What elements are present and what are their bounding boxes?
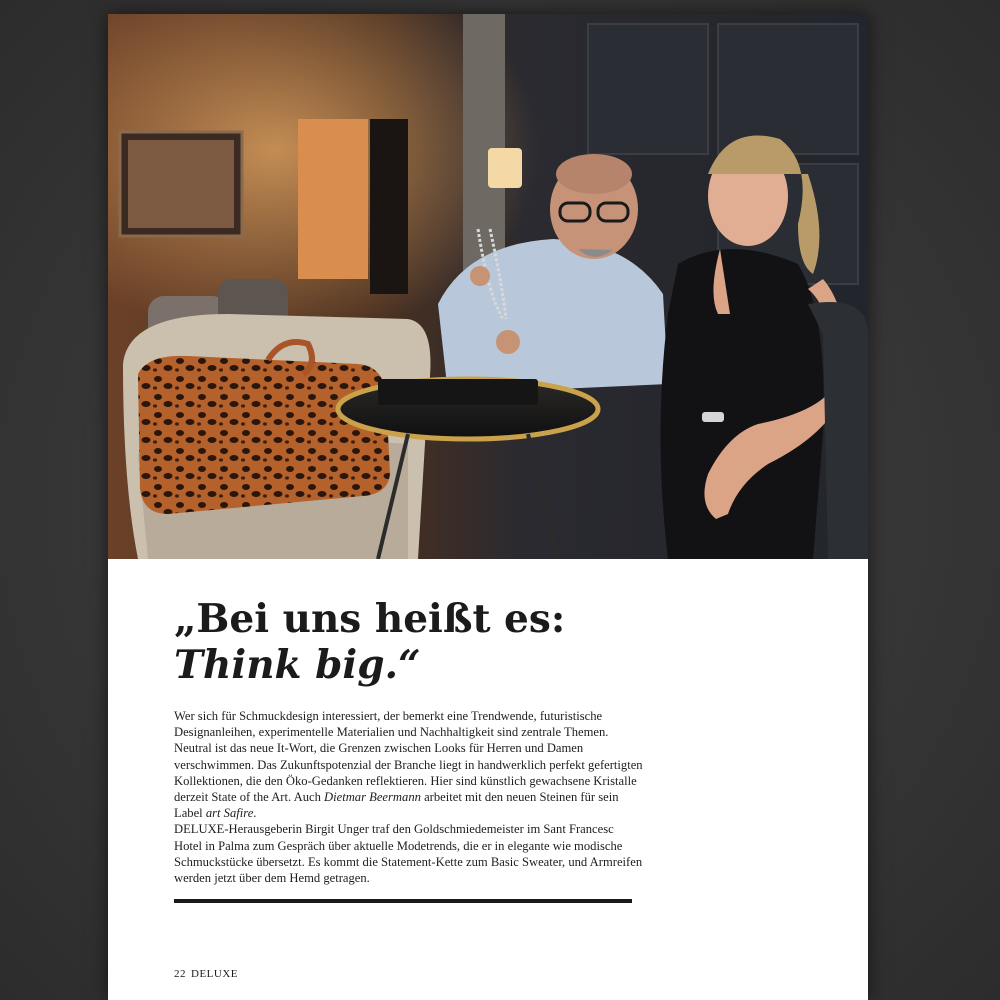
lead-text-1: Wer sich für Schmuckdesign interessiert, der bemerkt eine Trendwende, futuristische Designanleihen, experimentelle Materialien und Nachhaltigkeit sind zentrale Themen. Neutral ist das neue It-Wort, die Grenzen zwischen Looks für Herren und Damen verschwimmen. Das Zukunftspotenzial der Branche liegt in handwerklich perfekt gefertigten Kollektionen, die den Öko-Gedanken reflektieren. Hier sind künstlich gewachsene Kristalle derzeit State of the Art. Auch xyxy=(174,709,643,805)
headline-line-1: „Bei uns heißt es: xyxy=(174,596,566,642)
feature-photo xyxy=(108,14,868,559)
magazine-name: DELUXE xyxy=(191,968,238,980)
lead-paragraph-2: DELUXE-Herausgeberin Birgit Unger traf den Goldschmiedemeister im Sant Francesc Hotel in Palma zum Gespräch über aktuelle Modetrends, die er in elegante wie modische Schmuckstücke übersetzt. Es kommt die Statement-Kette zum Basic Sweater, und Armreifen werden jetzt über dem Hemd getragen. xyxy=(174,822,643,886)
page-number: 22 xyxy=(174,968,186,980)
brand-label: art Safire xyxy=(205,806,254,821)
divider-rule xyxy=(174,899,632,903)
headline-line-2: Think big.“ xyxy=(174,642,421,688)
magazine-page xyxy=(108,14,868,1000)
page-footer xyxy=(174,968,243,980)
article-lead xyxy=(174,708,644,886)
person-name: Dietmar Beermann xyxy=(324,790,421,805)
lead-text-3: . xyxy=(253,806,257,821)
lead-paragraph-1 xyxy=(174,708,644,821)
photo-illustration xyxy=(108,14,868,559)
lead-text-2: arbeitet mit den neuen Steinen für sein Label xyxy=(174,790,619,821)
article-headline xyxy=(174,596,774,688)
